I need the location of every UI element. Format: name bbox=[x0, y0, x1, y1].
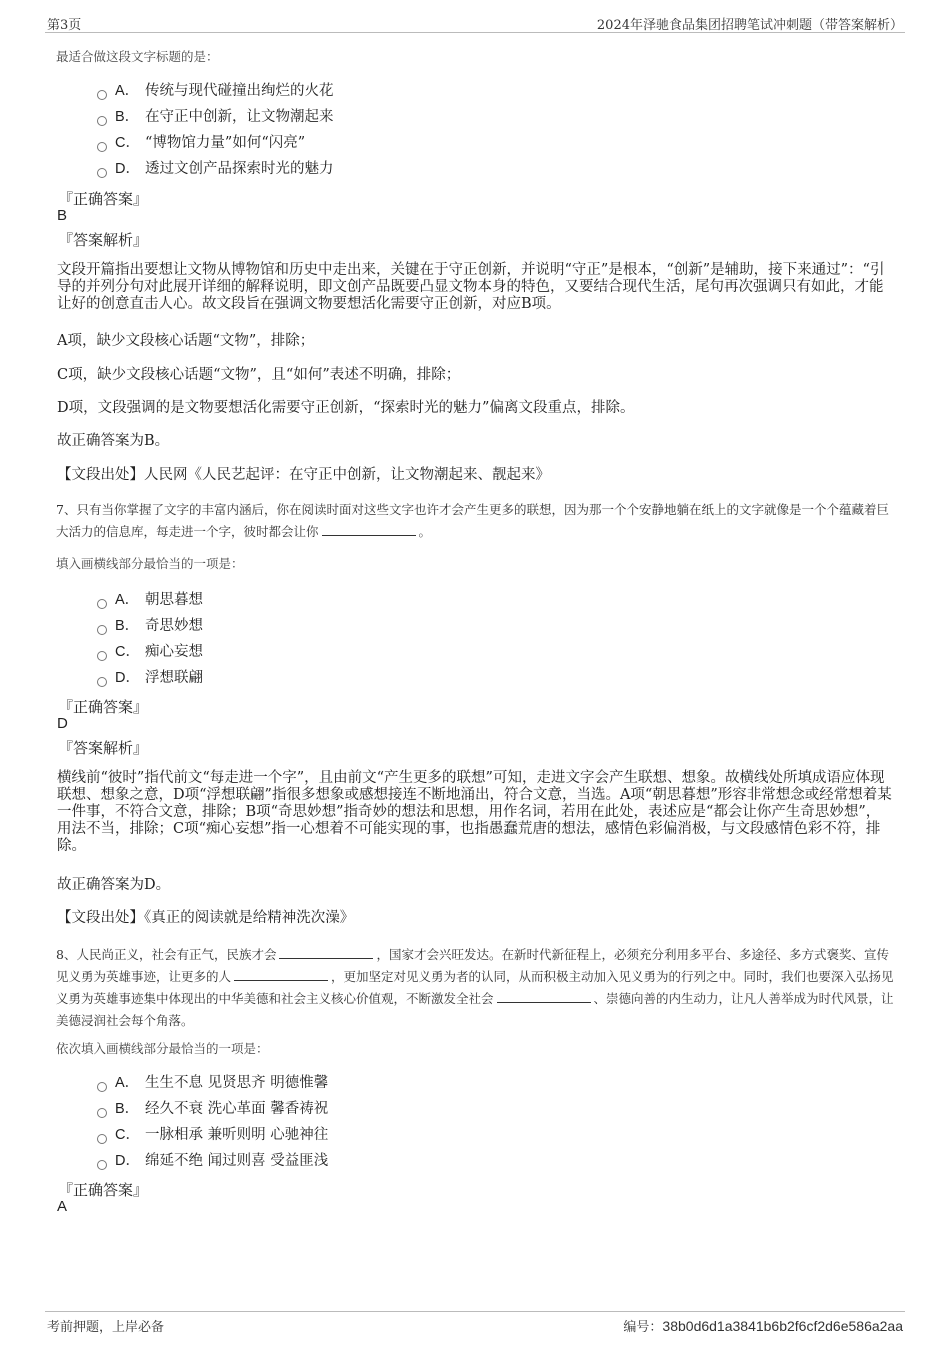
radio-icon[interactable] bbox=[97, 1160, 107, 1170]
q7-option-b[interactable]: B． 奇思妙想 bbox=[97, 615, 203, 637]
q7-option-c[interactable]: C． 痴心妄想 bbox=[97, 641, 203, 663]
q6-prompt: 最适合做这段文字标题的是： bbox=[56, 49, 219, 64]
q6-option-a[interactable]: A． 传统与现代碰撞出绚烂的火花 bbox=[97, 80, 334, 102]
document-title: 2024年泽驰食品集团招聘笔试冲刺题（带答案解析） bbox=[596, 18, 903, 33]
q7-option-a[interactable]: A． 朝思暮想 bbox=[97, 589, 203, 611]
fill-blank bbox=[234, 968, 328, 981]
radio-icon[interactable] bbox=[97, 677, 107, 687]
q7-analysis-main: 横线前“彼时”指代前文“每走进一个字”，且由前文“产生更多的联想”可知，走进文字会产生联想、想象。故横线处所填成语应体现联想、想象之意，D项“浮想联翩”指很多想象或感想接连不断地涌出，符合文意，当选。A项“朝思暮想”形容非常想念或经常想着某一件事，不符合文意，排除；B项“奇思妙想”指奇妙的想法和思想，用作名词，若用在此处，表述应是“都会让你产生奇思妙想”，用法不当，排除；C项“痴心妄想”指一心想着不可能实现的事，也指愚蠢荒唐的想法，感情色彩偏消极，与文段感情色彩不符，排除。 bbox=[57, 770, 892, 854]
q7-option-d[interactable]: D． 浮想联翩 bbox=[97, 667, 203, 689]
q7-answer-label: 『正确答案』 bbox=[58, 698, 149, 716]
q7-analysis-label: 『答案解析』 bbox=[58, 739, 149, 757]
radio-icon[interactable] bbox=[97, 625, 107, 635]
q8-option-a[interactable]: A． 生生不息 见贤思齐 明德惟馨 bbox=[97, 1072, 328, 1094]
radio-icon[interactable] bbox=[97, 1082, 107, 1092]
q7-answer: D bbox=[57, 715, 68, 732]
q6-analysis-d: D项，文段强调的是文物要想活化需要守正创新，“探索时光的魅力”偏离文段重点，排除。 bbox=[57, 400, 635, 416]
q6-option-b[interactable]: B． 在守正中创新，让文物潮起来 bbox=[97, 106, 334, 128]
q8-answer: A bbox=[57, 1198, 68, 1215]
q8-answer-label: 『正确答案』 bbox=[58, 1181, 149, 1199]
fill-blank bbox=[497, 990, 591, 1003]
q8-option-d[interactable]: D． 绵延不绝 闻过则喜 受益匪浅 bbox=[97, 1150, 328, 1172]
radio-icon[interactable] bbox=[97, 90, 107, 100]
page-number: 第3页 bbox=[47, 18, 82, 33]
q8-prompt: 依次填入画横线部分最恰当的一项是： bbox=[56, 1041, 269, 1056]
q6-source: 【文段出处】人民网《人民艺起评：在守正中创新，让文物潮起来、靓起来》 bbox=[57, 467, 550, 483]
q8-question: 8、人民尚正义，社会有正气，民族才会 ，国家才会兴旺发达。在新时代新征程上，必须充分利用多平台、多途径、多方式褒奖、宣传见义勇为英雄事迹，让更多的人 ，更加坚定对见义勇为者的认同，从而积极主动加入见义勇为的行列之中。同时，我们也要深入弘扬见义勇为英雄事迹集中体现出的中华美德和社会主义核心价值观，不断激发全社会 、崇德向善的内生动力，让凡人善举成为时代风景，让美德浸润社会每个角落。 bbox=[56, 947, 894, 1028]
radio-icon[interactable] bbox=[97, 168, 107, 178]
footer-code: 编号：38b0d6d1a3841b6b2f6cf2d6e586a2aa bbox=[623, 1318, 903, 1335]
page-footer bbox=[45, 1311, 905, 1336]
q7-conclusion: 故正确答案为D。 bbox=[57, 877, 171, 893]
q6-analysis-main: 文段开篇指出要想让文物从博物馆和历史中走出来，关键在于守正创新，并说明“守正”是根本，“创新”是辅助，接下来通过”：“引导的并列分句对此展开详细的解释说明，即文创产品既要凸显文物本身的特色，又要结合现代生活，尾句再次强调只有如此，才能让好的创意直击人心。故文段旨在强调文物要想活化需要守正创新，对应B项。 bbox=[57, 262, 885, 312]
q6-analysis-a: A项，缺少文段核心话题“文物”，排除； bbox=[57, 333, 315, 349]
radio-icon[interactable] bbox=[97, 1108, 107, 1118]
q6-analysis-c: C项，缺少文段核心话题“文物”，且“如何”表述不明确，排除； bbox=[57, 367, 461, 383]
q7-source: 【文段出处】《真正的阅读就是给精神洗次澡》 bbox=[57, 910, 355, 926]
q8-option-b[interactable]: B． 经久不衰 洗心革面 馨香祷祝 bbox=[97, 1098, 328, 1120]
q7-question: 7、只有当你掌握了文字的丰富内涵后，你在阅读时面对这些文字也许才会产生更多的联想，因为那一个个安静地躺在纸上的文字就像是一个个蕴藏着巨大活力的信息库，每走进一个字，彼时都会让你 。 bbox=[56, 502, 889, 539]
fill-blank bbox=[279, 946, 373, 959]
page-header bbox=[45, 10, 905, 33]
radio-icon[interactable] bbox=[97, 116, 107, 126]
q8-option-c[interactable]: C． 一脉相承 兼听则明 心驰神往 bbox=[97, 1124, 328, 1146]
footer-slogan: 考前押题，上岸必备 bbox=[47, 1320, 165, 1335]
q7-prompt: 填入画横线部分最恰当的一项是： bbox=[56, 556, 244, 571]
q6-answer: B bbox=[57, 207, 68, 224]
radio-icon[interactable] bbox=[97, 142, 107, 152]
radio-icon[interactable] bbox=[97, 1134, 107, 1144]
q6-analysis-label: 『答案解析』 bbox=[58, 231, 149, 249]
q6-option-d[interactable]: D． 透过文创产品探索时光的魅力 bbox=[97, 158, 334, 180]
radio-icon[interactable] bbox=[97, 599, 107, 609]
q6-conclusion: 故正确答案为B。 bbox=[57, 433, 170, 449]
fill-blank bbox=[322, 523, 416, 536]
radio-icon[interactable] bbox=[97, 651, 107, 661]
q6-option-c[interactable]: C． “博物馆力量”如何“闪亮” bbox=[97, 132, 305, 154]
q6-answer-label: 『正确答案』 bbox=[58, 190, 149, 208]
